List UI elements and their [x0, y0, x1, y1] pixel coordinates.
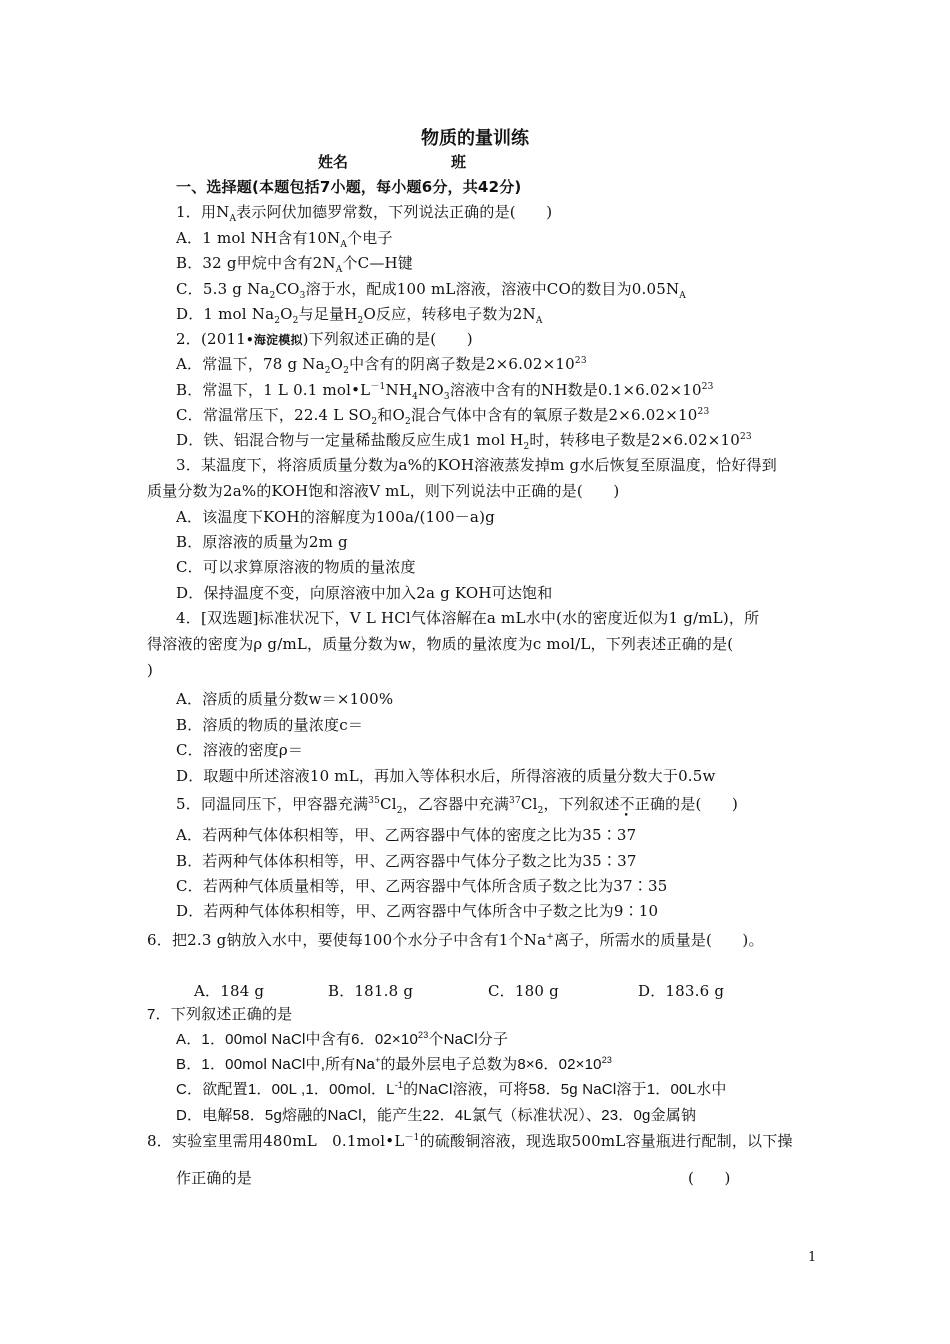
q5-stem: 5．同温同压下，甲容器充满$^{35}Cl_2$，乙容器中充满$^{37}Cl_2$，下列叙述不正确的是( ) [176, 795, 739, 816]
q1-option-d: D．1 mol $Na_2O_2$与足量$H_2O$反应，转移电子数为$2N_A$ [176, 305, 543, 326]
q6-options [194, 981, 724, 1001]
class-label: 班 [451, 153, 467, 171]
q1-option-b: B．32 g甲烷中含有$2N_A$个C—H键 [176, 254, 414, 275]
q1-option-c: C．5.3 g $Na_2CO_3$溶于水，配成100 mL溶液，溶液中CO的数目为$0.05N_A$ [176, 280, 686, 301]
page-title: 物质的量训练 [421, 128, 529, 149]
q4-stem-line2: 得溶液的密度为ρ g/mL，质量分数为w，物质的量浓度为c mol/L，下列表述正确的是( [147, 635, 734, 653]
q3-stem-line1: 3．某温度下，将溶质质量分数为a%的KOH溶液蒸发掉m g水后恢复至原温度，恰好得到 [176, 456, 777, 474]
q4-stem-line1: 4．[双选题]标准状况下，V L HCl气体溶解在a mL水中(水的密度近似为1 g/mL)，所 [176, 609, 760, 627]
q5-option-d: D．若两种气体体积相等，甲、乙两容器中气体所含中子数之比为9∶10 [176, 902, 659, 920]
name-class-row [318, 151, 466, 172]
q2-option-c: C．常温常压下，22.4 L $SO_2$和$O_2$混合气体中含有的氧原子数是$2\times 6.02\times 10^{23}$ [176, 406, 710, 427]
q8-answer-paren: ( ) [688, 1169, 731, 1187]
name-label: 姓名 [318, 153, 349, 171]
q6-option-d: D．183.6 g [638, 982, 725, 1000]
q6-option-c: C．180 g [488, 982, 559, 1000]
q5-option-b: B．若两种气体体积相等，甲、乙两容器中气体分子数之比为35∶37 [176, 852, 637, 870]
q2-option-b: B．常温下，1 L 0.1 $mol•L^{-1}NH_4NO_3$溶液中含有的NH数是$0.1\times 6.02\times 10^{23}$ [176, 381, 714, 402]
q7-option-a: A．1．00mol NaCl中含有6．$02\times 10^{23}$个NaCl分子 [176, 1030, 509, 1048]
q1-stem: 1．用$N_A$表示阿伏加德罗常数，下列说法正确的是( ) [176, 203, 553, 224]
emphasis-not: 不 [619, 795, 635, 813]
q3-option-b: B．原溶液的质量为2m g [176, 533, 348, 551]
q3-option-d: D．保持温度不变，向原溶液中加入2a g KOH可达饱和 [176, 584, 553, 602]
q2-option-a: A．常温下，78 g $Na_2O_2$中含有的阴离子数是$2\times 6.02\times 10^{23}$ [176, 355, 587, 376]
q2-option-d: D．铁、铝混合物与一定量稀盐酸反应生成1 mol $H_2$时，转移电子数是$2\times 6.02\times 10^{23}$ [176, 431, 752, 452]
q3-stem-line2: 质量分数为2a%的KOH饱和溶液V mL，则下列说法中正确的是( ) [147, 482, 620, 500]
q7-option-c: C．欲配置1．00L ,1．00mol．$L^{-1}$的NaCl溶液，可将58．5g NaCl溶于1．00L水中 [176, 1080, 727, 1098]
page-number: 1 [808, 1250, 817, 1265]
q8-stem-line2: 作正确的是 [176, 1169, 253, 1187]
q4-stem-line3: ) [147, 661, 154, 679]
q1-option-a: A．1 mol NH含有$10N_A$个电子 [176, 229, 393, 250]
q3-option-a: A．该温度下KOH的溶解度为100a/(100－a)g [176, 508, 495, 526]
q7-stem: 7．下列叙述正确的是 [147, 1006, 293, 1023]
q5-option-a: A．若两种气体体积相等，甲、乙两容器中气体的密度之比为35∶37 [176, 826, 637, 844]
q8-stem-line1: 8．实验室里需用480mL $0.1mol•L^{-1}$的硫酸铜溶液，现选取500mL容量瓶进行配制，以下操 [147, 1132, 793, 1150]
q4-option-b: B．溶质的物质的量浓度c＝ [176, 716, 364, 734]
q7-option-b: B．1．00mol NaCl中,所有Na+的最外层电子总数为8×6．$02\times 10^{23}$ [176, 1055, 613, 1073]
q4-option-d: D．取题中所述溶液10 mL，再加入等体积水后，所得溶液的质量分数大于0.5w [176, 767, 716, 785]
q4-option-a: A．溶质的质量分数w＝×100% [176, 690, 394, 708]
q6-option-b: B．181.8 g [328, 982, 414, 1000]
q5-option-c: C．若两种气体质量相等，甲、乙两容器中气体所含质子数之比为37∶35 [176, 877, 668, 895]
q6-stem: 6．把2.3 g钠放入水中，要使每100个水分子中含有1个Na+离子，所需水的质量是( )。 [147, 931, 764, 949]
q6-option-a: A．184 g [194, 982, 265, 1000]
q4-option-c: C．溶液的密度ρ＝ [176, 741, 304, 759]
q2-stem: 2．(2011•海淀模拟)下列叙述正确的是( ) [176, 330, 473, 348]
q7-option-d: D．电解58．5g熔融的NaCl，能产生22．4L氯气（标准状况）、23．0g金属钠 [176, 1107, 697, 1124]
q3-option-c: C．可以求算原溶液的物质的量浓度 [176, 558, 416, 576]
section-heading: 一、选择题(本题包括7小题，每小题6分，共42分) [176, 178, 522, 196]
